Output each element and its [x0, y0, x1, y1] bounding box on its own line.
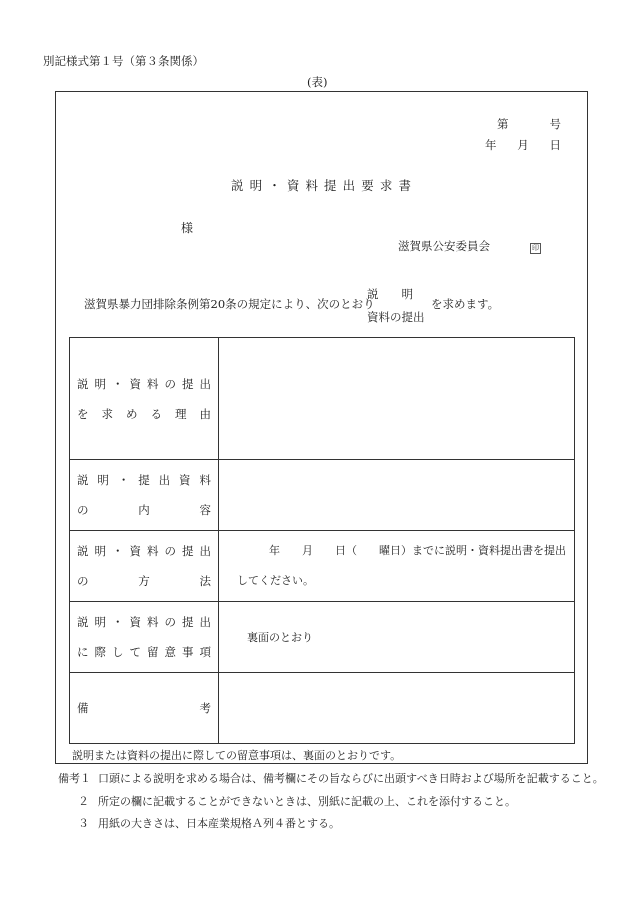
- label-char: 出: [199, 544, 211, 558]
- label-char: の: [164, 544, 176, 558]
- title-char: 求: [379, 178, 393, 193]
- label-char: 備: [77, 701, 89, 715]
- row-label-method: [70, 531, 219, 602]
- label-char: 考: [199, 701, 211, 715]
- label-char: し: [112, 645, 124, 659]
- note-number-3: ３: [78, 817, 89, 830]
- label-char: 明: [94, 544, 106, 558]
- label-char: め: [126, 406, 138, 421]
- label-char: 明: [97, 473, 109, 487]
- label-char: て: [129, 645, 141, 659]
- choice-explanation: 説 明: [367, 287, 413, 301]
- label-char: 方: [138, 574, 150, 588]
- label-char: 容: [199, 503, 211, 517]
- seal-mark-icon: [530, 240, 541, 254]
- label-char: 出: [158, 473, 171, 487]
- label-char: 資: [129, 544, 141, 558]
- note-item-3: 用紙の大きさは、日本産業規格Ａ列４番とする。: [98, 817, 340, 830]
- method-line-2: してください。: [237, 574, 314, 587]
- seal-char: 印: [532, 244, 539, 252]
- document-title: [231, 176, 411, 194]
- label-char: 説: [77, 615, 89, 629]
- request-form-table: [69, 337, 575, 744]
- choice-document-submission: 資料の提出: [367, 310, 425, 324]
- label-char: ・: [112, 544, 124, 558]
- label-char: 料: [147, 615, 159, 629]
- number-label-go: 号: [549, 117, 561, 131]
- title-char: 出: [342, 178, 356, 193]
- label-char: 理: [175, 406, 187, 421]
- label-char: 資: [129, 376, 141, 391]
- table-row: [70, 531, 575, 602]
- notes-field[interactable]: [219, 602, 575, 673]
- label-char: 提: [182, 544, 194, 558]
- page-side-label: (表): [307, 75, 328, 89]
- label-char: 法: [199, 574, 211, 588]
- label-char: 事: [182, 645, 194, 659]
- content-field[interactable]: [219, 460, 575, 531]
- title-char: 説: [231, 178, 244, 193]
- notes-content: 裏面のとおり: [247, 631, 313, 644]
- label-char: 説: [77, 473, 89, 487]
- label-char: 資: [129, 615, 141, 629]
- label-char: ・: [112, 615, 124, 629]
- table-row: [70, 338, 575, 460]
- label-char: の: [77, 503, 89, 517]
- issuer-name: 滋賀県公安委員会: [398, 239, 490, 253]
- date-label: [485, 137, 561, 153]
- label-char: 明: [94, 376, 106, 391]
- title-char: 書: [398, 178, 411, 193]
- label-char: 説: [77, 544, 89, 558]
- method-field[interactable]: [219, 531, 575, 602]
- number-label: [497, 116, 561, 132]
- table-row: [70, 602, 575, 673]
- label-char: の: [77, 574, 89, 588]
- label-char: 出: [199, 615, 211, 629]
- table-row: [70, 460, 575, 531]
- date-month: 月: [517, 138, 529, 152]
- body-text: 滋賀県暴力団排除条例第20条の規定により、次のとおり: [84, 297, 375, 311]
- body-text-end: を求めます。: [431, 297, 500, 311]
- title-char: 明: [249, 178, 263, 193]
- label-char: 料: [199, 473, 211, 487]
- label-char: る: [150, 406, 162, 421]
- date-year: 年: [485, 138, 497, 152]
- label-char: 項: [199, 645, 211, 659]
- label-char: 料: [147, 544, 159, 558]
- method-line-1: 年 月 日（ 曜日）までに説明・資料提出書を提出: [269, 544, 566, 557]
- addressee-suffix: 様: [181, 221, 194, 235]
- remarks-field[interactable]: [219, 673, 575, 744]
- note-number-2: ２: [78, 795, 89, 808]
- label-char: 料: [147, 376, 159, 391]
- label-char: の: [164, 615, 176, 629]
- label-char: 提: [182, 376, 194, 391]
- label-char: 留: [147, 645, 159, 659]
- date-day: 日: [549, 138, 561, 152]
- label-char: 由: [199, 406, 211, 421]
- row-label-content: [70, 460, 219, 531]
- notes-heading: 備考１: [58, 772, 91, 785]
- label-char: 資: [179, 473, 191, 487]
- label-char: の: [164, 376, 176, 391]
- label-char: 求: [101, 406, 113, 421]
- label-char: 際: [94, 645, 106, 659]
- title-char: 料: [305, 178, 318, 193]
- row-label-remarks: [70, 673, 219, 744]
- label-char: ・: [117, 473, 130, 487]
- label-char: 提: [182, 615, 194, 629]
- reason-field[interactable]: [219, 338, 575, 460]
- title-char: 資: [286, 178, 300, 193]
- label-char: 内: [138, 503, 150, 517]
- label-char: に: [77, 645, 89, 659]
- table-row: [70, 673, 575, 744]
- title-char: 要: [361, 178, 374, 193]
- footer-note: 説明または資料の提出に際しての留意事項は、裏面のとおりです。: [72, 749, 402, 762]
- label-char: 説: [77, 376, 89, 391]
- label-char: ・: [112, 376, 124, 391]
- row-label-notes: [70, 602, 219, 673]
- label-char: 明: [94, 615, 106, 629]
- label-char: 意: [164, 645, 176, 659]
- note-item-2: 所定の欄に記載することができないときは、別紙に記載の上、これを添付すること。: [98, 795, 516, 808]
- title-char: ・: [268, 178, 281, 193]
- number-label-dai: 第: [497, 117, 509, 131]
- title-char: 提: [324, 178, 337, 193]
- row-label-reason: [70, 338, 219, 460]
- note-item-1: 口頭による説明を求める場合は、備考欄にその旨ならびに出頭すべき日時および場所を記載すること。: [98, 772, 604, 785]
- label-char: 提: [138, 473, 150, 487]
- form-reference: 別記様式第１号（第３条関係）: [43, 54, 204, 68]
- label-char: 出: [199, 376, 211, 391]
- label-char: を: [77, 406, 89, 421]
